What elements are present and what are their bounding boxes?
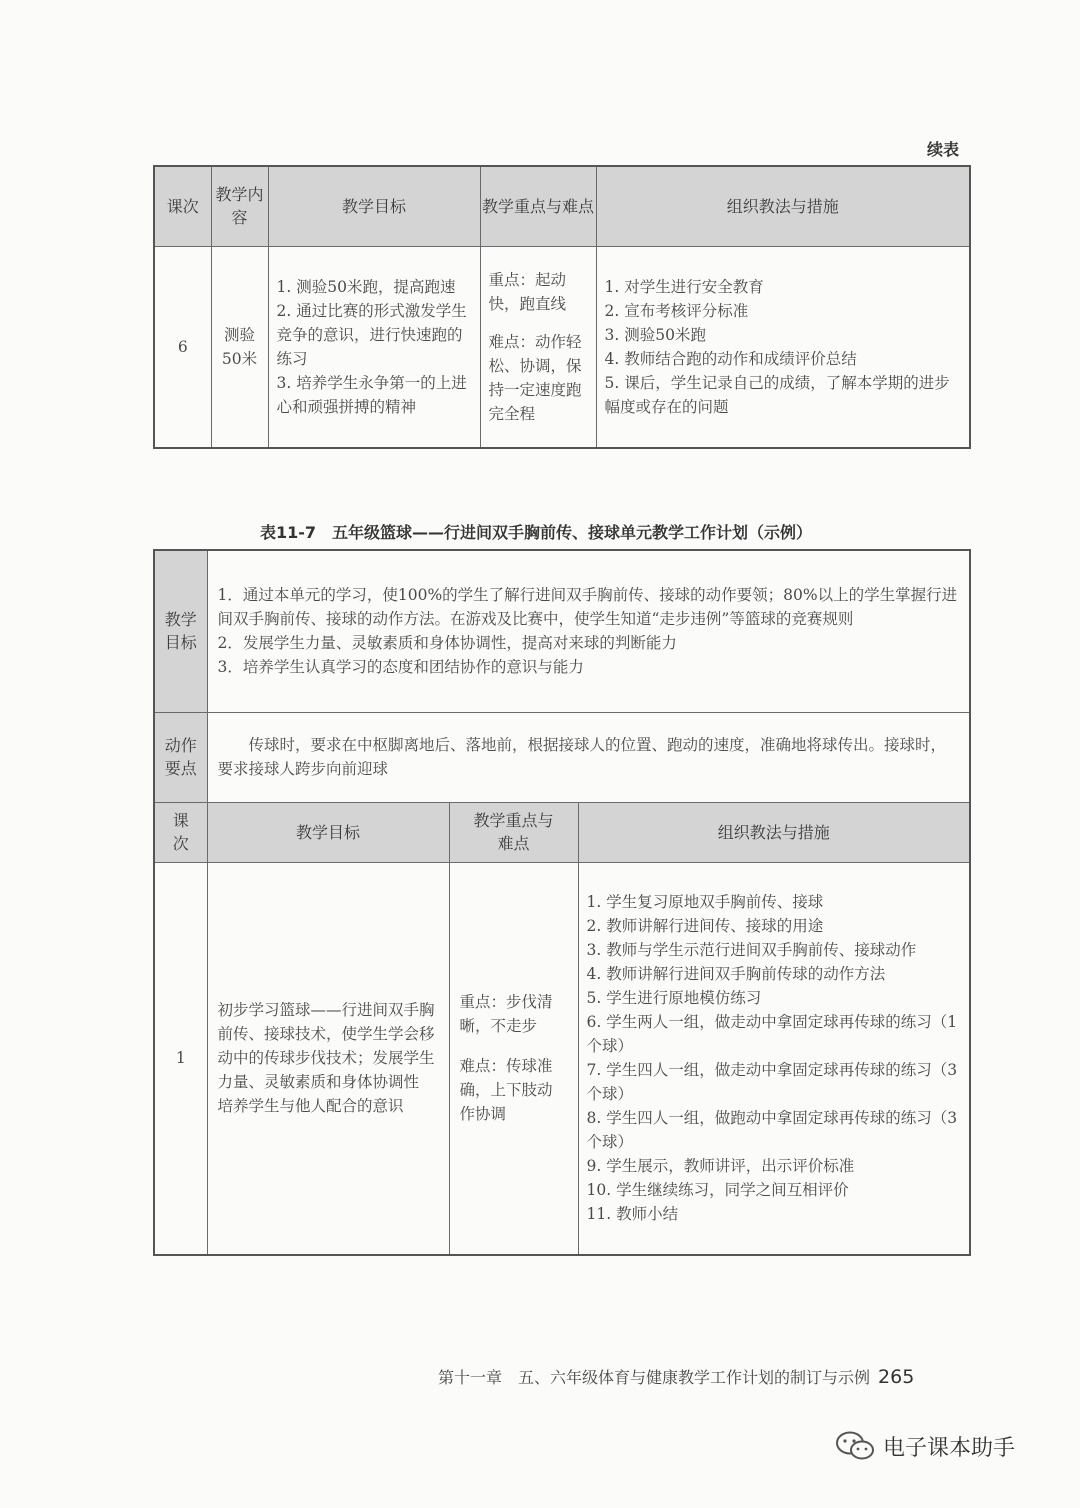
unit-goal-item: 1．通过本单元的学习，使100%的学生了解行进间双手胸前传、接球的动作要领；80%以上的学生掌握行进间双手胸前传、接球的动作方法。在游戏及比赛中，使学生知道“走步违例”等篮球的竞赛规则 (217, 586, 958, 629)
page-footer (438, 1365, 914, 1388)
lesson-goal-text: 初步学习篮球——行进间双手胸前传、接球技术，使学生学会移动中的传球步伐技术；发展学生力量、灵敏素质和身体协调性 (217, 1001, 435, 1092)
header-key-difficulty: 教学重点与难点 (480, 166, 596, 246)
method-item: 3. 教师与学生示范行进间双手胸前传、接球动作 (586, 941, 917, 960)
difficulty: 难点：动作轻松、协调，保持一定速度跑完全程 (488, 332, 582, 423)
lesson-header-row (154, 802, 970, 862)
table-title: 表11-7 五年级篮球——行进间双手胸前传、接球单元教学工作计划（示例） (260, 523, 813, 542)
header-lesson-no: 课次 (154, 802, 207, 862)
lesson-goals (207, 862, 449, 1255)
header-goals: 教学目标 (268, 166, 480, 246)
header-content: 教学内容 (211, 166, 268, 246)
page-number: 265 (878, 1366, 915, 1388)
action-points: 传球时，要求在中枢脚离地后、落地前，根据接球人的位置、跑动的速度，准确地将球传出。接球时，要求接球人跨步向前迎球 (207, 712, 970, 802)
watermark (835, 1430, 1015, 1462)
header-lesson-no: 课次 (154, 166, 211, 246)
method-item: 8. 学生四人一组，做跑动中拿固定球再传球的练习（3个球） (586, 1109, 958, 1152)
lesson-goals (268, 246, 480, 448)
key-difficulty (449, 862, 578, 1255)
methods (596, 246, 970, 448)
difficulty: 难点：传球准确，上下肢动作协调 (459, 1057, 553, 1124)
watermark-text: 电子课本助手 (883, 1435, 1016, 1461)
lesson-goal-text: 培养学生与他人配合的意识 (217, 1097, 404, 1116)
method-item: 4. 教师结合跑的动作和成绩评价总结 (604, 349, 857, 368)
table-unit-plan (153, 549, 971, 1256)
lesson-no: 1 (154, 862, 207, 1255)
header-key-difficulty: 教学重点与难点 (449, 802, 578, 862)
header-methods: 组织教法与措施 (596, 166, 970, 246)
unit-goals (207, 550, 970, 712)
goal-item: 2. 通过比赛的形式激发学生竞争的意识，进行快速跑的练习 (276, 301, 467, 368)
lesson-no: 6 (154, 246, 211, 448)
method-item: 9. 学生展示，教师讲评，出示评价标准 (586, 1157, 855, 1176)
table-row (154, 246, 970, 448)
method-item: 5. 学生进行原地模仿练习 (586, 989, 762, 1008)
table-continued (153, 165, 971, 449)
method-item: 4. 教师讲解行进间双手胸前传球的动作方法 (586, 965, 886, 984)
method-item: 6. 学生两人一组，做走动中拿固定球再传球的练习（1个球） (586, 1013, 958, 1056)
wechat-icon (835, 1430, 875, 1462)
header-methods: 组织教法与措施 (578, 802, 970, 862)
lesson-content: 测验50米 (211, 246, 268, 448)
table-row (154, 862, 970, 1255)
key-difficulty (480, 246, 596, 448)
goal-item: 3. 培养学生永争第一的上进心和顽强拼搏的精神 (276, 373, 467, 416)
unit-goal-item: 2．发展学生力量、灵敏素质和身体协调性，提高对来球的判断能力 (217, 634, 677, 653)
goal-item: 1. 测验50米跑，提高跑速 (276, 277, 456, 296)
method-item: 10. 学生继续练习，同学之间互相评价 (586, 1181, 849, 1200)
methods (578, 862, 970, 1255)
unit-goal-item: 3．培养学生认真学习的态度和团结协作的意识与能力 (217, 658, 584, 677)
action-points-row (154, 712, 970, 802)
action-label: 动作要点 (154, 712, 207, 802)
header-goals: 教学目标 (207, 802, 449, 862)
unit-goals-row (154, 550, 970, 712)
method-item: 1. 对学生进行安全教育 (604, 277, 764, 296)
method-item: 2. 教师讲解行进间传、接球的用途 (586, 917, 824, 936)
method-item: 11. 教师小结 (586, 1205, 679, 1224)
method-item: 2. 宣布考核评分标准 (604, 301, 749, 320)
chapter-title: 第十一章 五、六年级体育与健康教学工作计划的制订与示例 (438, 1368, 871, 1387)
method-item: 5. 课后，学生记录自己的成绩，了解本学期的进步幅度或存在的问题 (604, 373, 950, 416)
key-point: 重点：步伐清晰，不走步 (459, 993, 553, 1036)
method-item: 1. 学生复习原地双手胸前传、接球 (586, 893, 824, 912)
continued-label: 续表 (927, 140, 960, 159)
method-item: 3. 测验50米跑 (604, 325, 706, 344)
key-point: 重点：起动快，跑直线 (488, 270, 567, 313)
goal-label: 教学目标 (154, 550, 207, 712)
method-item: 7. 学生四人一组，做走动中拿固定球再传球的练习（3个球） (586, 1061, 958, 1104)
